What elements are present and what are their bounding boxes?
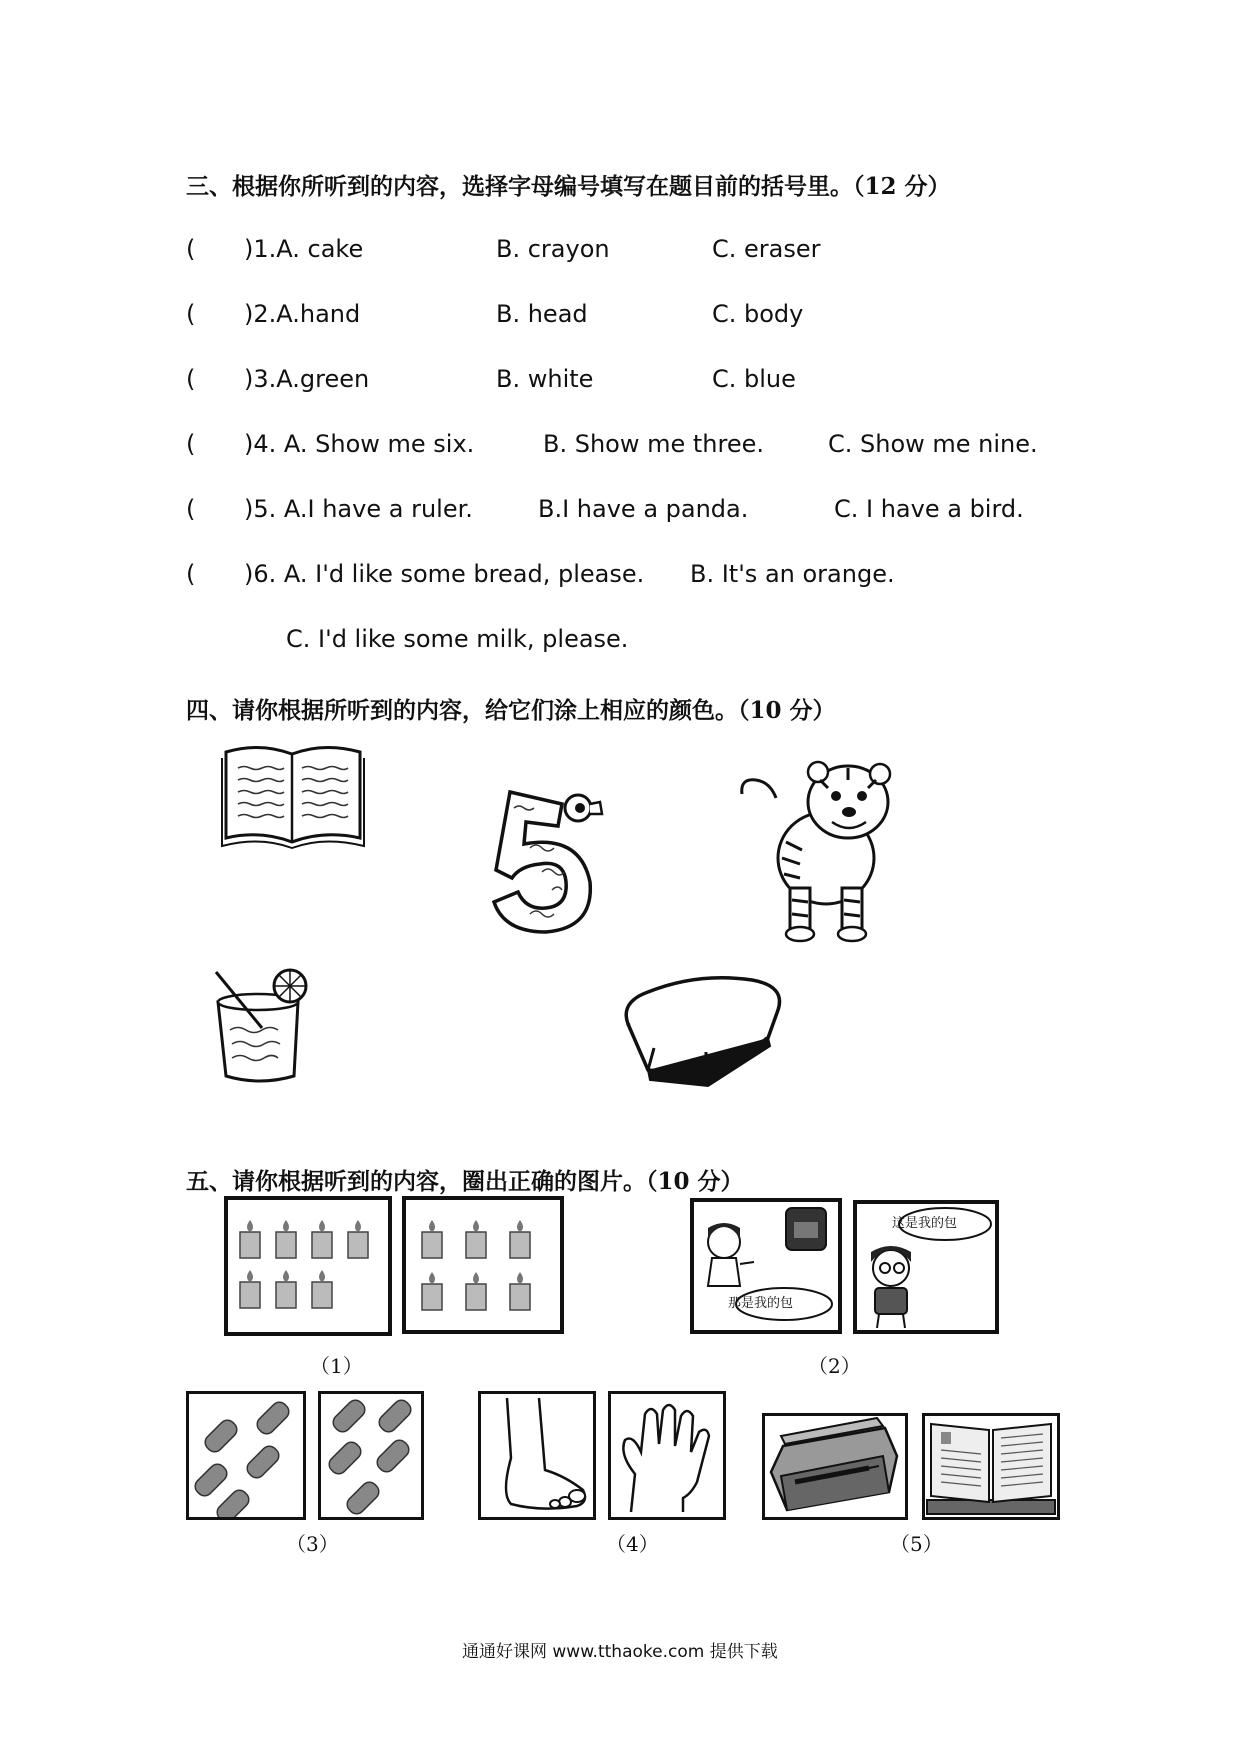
crayon-icon xyxy=(202,1417,240,1455)
candle-icon xyxy=(422,1220,442,1258)
candle-icon xyxy=(510,1220,530,1258)
answer-bracket[interactable]: ( xyxy=(186,560,196,588)
footer-text: 通通好课网 www.tthaoke.com 提供下载 xyxy=(462,1642,778,1662)
caption-2: （2） xyxy=(808,1354,861,1378)
crayon-icon xyxy=(374,1437,412,1475)
candle-icon xyxy=(276,1270,296,1308)
caption-5: （5） xyxy=(890,1532,943,1556)
q4-option-b: B. Show me three. xyxy=(543,430,765,458)
tiger-icon xyxy=(736,758,916,944)
foot-picture[interactable] xyxy=(478,1391,596,1520)
answer-bracket[interactable]: ( xyxy=(186,300,196,328)
crayon-icon xyxy=(330,1397,368,1435)
open-book-icon xyxy=(925,1416,1057,1517)
section4-heading: 四、请你根据所听到的内容，给它们涂上相应的颜色。（10 分） xyxy=(186,697,836,724)
q2-option-a: )2.A.hand xyxy=(244,300,361,328)
book-picture[interactable] xyxy=(220,738,366,850)
candle-icon xyxy=(348,1220,368,1258)
crayon-icon xyxy=(244,1443,282,1481)
book-icon xyxy=(220,738,366,850)
q5-option-c: C. I have a bird. xyxy=(834,495,1024,523)
foot-icon xyxy=(481,1394,593,1517)
answer-bracket[interactable]: ( xyxy=(186,365,196,393)
q3-option-a: )3.A.green xyxy=(244,365,370,393)
candle-group xyxy=(228,1200,388,1332)
bread-picture[interactable] xyxy=(618,972,790,1088)
candle-group xyxy=(406,1200,560,1330)
answer-bracket[interactable]: ( xyxy=(186,430,196,458)
candles-seven-picture[interactable] xyxy=(224,1196,392,1336)
crayon-group xyxy=(321,1394,421,1517)
q5-option-a: )5. A.I have a ruler. xyxy=(244,495,473,523)
crayons-four-picture[interactable] xyxy=(186,1391,306,1520)
q6-option-b: B. It's an orange. xyxy=(690,560,895,588)
q1-option-b: B. crayon xyxy=(496,235,610,263)
crayons-five-picture[interactable] xyxy=(318,1391,424,1520)
q5-option-b: B.I have a panda. xyxy=(538,495,749,523)
candle-icon xyxy=(276,1220,296,1258)
book-picture-small[interactable] xyxy=(922,1413,1060,1520)
caption-1: （1） xyxy=(310,1354,363,1378)
answer-bracket[interactable]: ( xyxy=(186,235,196,263)
juice-picture[interactable] xyxy=(210,968,310,1086)
crayon-icon xyxy=(344,1479,382,1517)
q4-option-c: C. Show me nine. xyxy=(828,430,1038,458)
crayon-icon xyxy=(376,1397,414,1435)
pencil-box-picture[interactable] xyxy=(762,1413,908,1520)
q3-option-c: C. blue xyxy=(712,365,796,393)
juice-icon xyxy=(210,968,310,1086)
speech-this-is-my-bag: 这是我的包 xyxy=(892,1216,958,1231)
q2-option-c: C. body xyxy=(712,300,804,328)
crayon-icon xyxy=(214,1487,252,1517)
speech-that-is-my-bag: 那是我的包 xyxy=(728,1296,794,1311)
hand-picture[interactable] xyxy=(608,1391,726,1520)
answer-bracket[interactable]: ( xyxy=(186,495,196,523)
tiger-picture[interactable] xyxy=(736,758,916,944)
candle-icon xyxy=(422,1272,442,1310)
bread-icon xyxy=(618,972,790,1088)
q1-option-c: C. eraser xyxy=(712,235,821,263)
candle-icon xyxy=(510,1272,530,1310)
candles-six-picture[interactable] xyxy=(402,1196,564,1334)
q2-option-b: B. head xyxy=(496,300,588,328)
hand-icon xyxy=(611,1394,723,1517)
q1-option-a: )1.A. cake xyxy=(244,235,364,263)
q3-option-b: B. white xyxy=(496,365,594,393)
crayon-icon xyxy=(326,1439,364,1477)
section5-heading: 五、请你根据听到的内容，圈出正确的图片。（10 分） xyxy=(186,1168,744,1195)
pencil-box-icon xyxy=(765,1416,905,1517)
candle-icon xyxy=(312,1220,332,1258)
crayon-icon xyxy=(254,1399,292,1437)
candle-icon xyxy=(240,1270,260,1308)
that-is-my-bag-picture[interactable] xyxy=(690,1198,842,1334)
q6-option-c: C. I'd like some milk, please. xyxy=(286,625,629,653)
candle-icon xyxy=(240,1220,260,1258)
candle-icon xyxy=(312,1270,332,1308)
candle-icon xyxy=(466,1272,486,1310)
crayon-icon xyxy=(192,1461,230,1499)
caption-4: （4） xyxy=(606,1532,659,1556)
caption-3: （3） xyxy=(286,1532,339,1556)
q4-option-a: )4. A. Show me six. xyxy=(244,430,475,458)
number-five-picture[interactable] xyxy=(490,786,612,936)
crayon-group xyxy=(189,1394,303,1517)
q6-option-a: )6. A. I'd like some bread, please. xyxy=(244,560,645,588)
section3-heading: 三、根据你所听到的内容，选择字母编号填写在题目前的括号里。（12 分） xyxy=(186,173,951,200)
number-five-icon xyxy=(490,786,612,936)
candle-icon xyxy=(466,1220,486,1258)
